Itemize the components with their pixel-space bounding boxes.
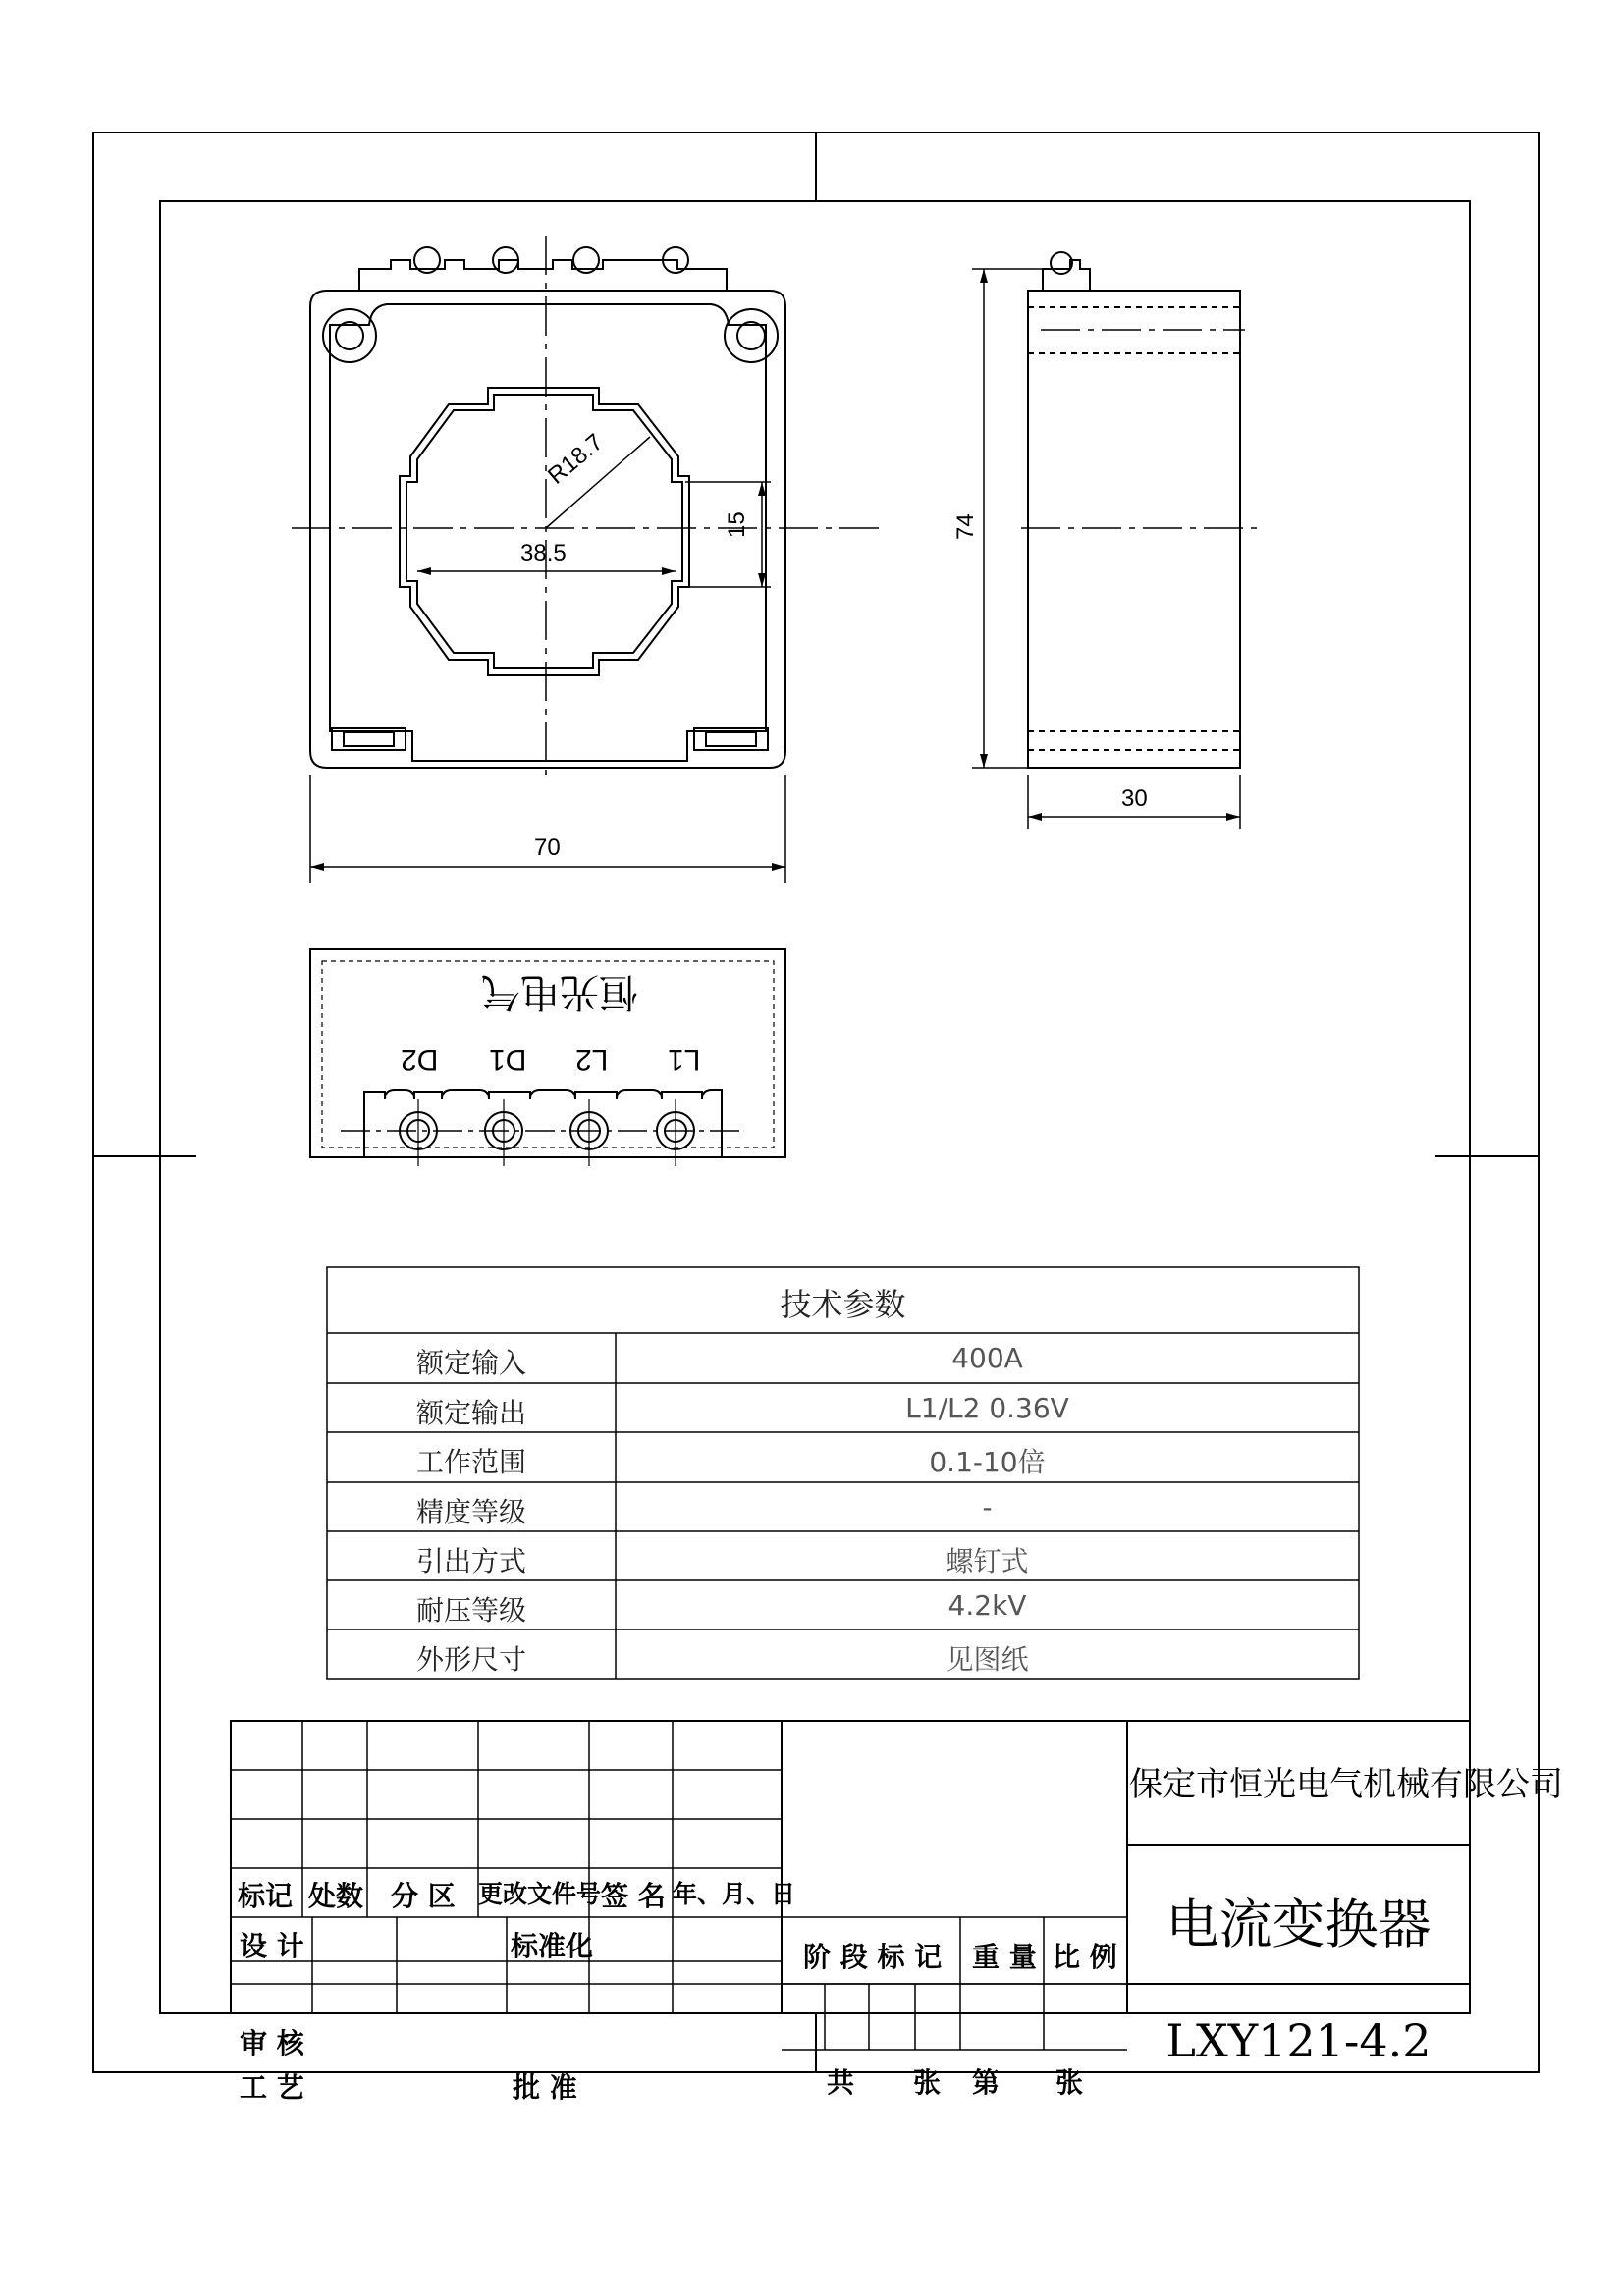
param-value: 0.1-10倍 xyxy=(929,1446,1046,1478)
terminal-l2: L2 xyxy=(575,1043,609,1076)
process-label: 工 艺 xyxy=(240,2071,304,2104)
sheet-total-label: 共 xyxy=(827,2066,855,2099)
terminal-d1: D1 xyxy=(489,1043,527,1076)
standardization-label: 标准化 xyxy=(511,1930,594,1962)
radius-label: R18.7 xyxy=(543,428,609,490)
param-label: 额定输出 xyxy=(415,1397,526,1429)
param-value: 400A xyxy=(951,1342,1023,1374)
approval-label: 批 准 xyxy=(513,2071,577,2104)
terminal-d2: D2 xyxy=(401,1043,439,1076)
param-value: - xyxy=(982,1491,993,1523)
overall-height-label: 74 xyxy=(952,513,979,540)
terminal-l1: L1 xyxy=(668,1043,701,1076)
review-label: 审 核 xyxy=(240,2027,304,2059)
sheet-label: 张 xyxy=(913,2066,942,2099)
param-value: 螺钉式 xyxy=(946,1545,1029,1577)
sheet-label-2: 张 xyxy=(1055,2066,1084,2099)
header-sign: 签 名 xyxy=(601,1880,666,1912)
sheet-no-label: 第 xyxy=(972,2066,1001,2099)
side-view xyxy=(972,252,1262,829)
header-count: 处数 xyxy=(308,1880,364,1912)
product-name: 电流变换器 xyxy=(1165,1894,1432,1955)
header-change-doc: 更改文件号 xyxy=(478,1880,602,1908)
param-label: 引出方式 xyxy=(415,1545,526,1577)
step-height-label: 15 xyxy=(724,511,750,538)
param-label: 外形尺寸 xyxy=(415,1643,526,1676)
inner-frame xyxy=(160,201,1563,2013)
param-label: 耐压等级 xyxy=(415,1594,526,1627)
param-label: 工作范围 xyxy=(415,1446,526,1478)
param-value: 见图纸 xyxy=(946,1643,1029,1676)
header-zone: 分 区 xyxy=(391,1880,456,1912)
tech-params-title: 技术参数 xyxy=(780,1286,906,1323)
param-label: 额定输入 xyxy=(415,1347,526,1379)
param-value: L1/L2 0.36V xyxy=(905,1392,1069,1424)
stage-mark-label: 阶 段 标 记 xyxy=(803,1941,943,1973)
weight-label: 重 量 xyxy=(972,1941,1037,1973)
param-value: 4.2kV xyxy=(947,1589,1027,1622)
header-mark: 标记 xyxy=(238,1880,294,1912)
company-name: 保定市恒光电气机械有限公司 xyxy=(1129,1765,1563,1804)
depth-label: 30 xyxy=(1121,785,1148,812)
scale-label: 比 例 xyxy=(1053,1941,1117,1973)
param-label: 精度等级 xyxy=(415,1496,526,1528)
header-date: 年、月、日 xyxy=(673,1880,796,1908)
overall-width-label: 70 xyxy=(534,834,561,861)
design-label: 设 计 xyxy=(240,1930,304,1962)
nameplate-brand: 恒光电气 xyxy=(481,969,638,1014)
front-view xyxy=(292,236,879,883)
inner-width-label: 38.5 xyxy=(520,540,567,566)
model-number: LXY121-4.2 xyxy=(1165,2014,1432,2067)
